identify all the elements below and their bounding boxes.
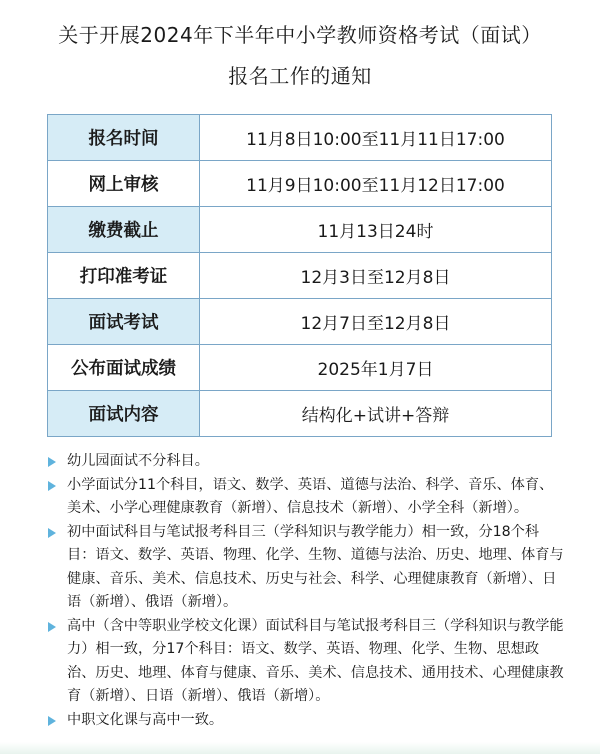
row-label: 网上审核 bbox=[48, 161, 200, 207]
row-label: 面试内容 bbox=[48, 391, 200, 437]
table-row bbox=[48, 299, 552, 345]
row-label: 报名时间 bbox=[48, 115, 200, 161]
list-item bbox=[46, 709, 566, 733]
row-value: 11月9日10:00至11月12日17:00 bbox=[200, 161, 552, 207]
list-item bbox=[46, 521, 566, 615]
note-text: 小学面试分11个科目，语文、数学、英语、道德与法治、科学、音乐、体育、美术、小学心理健康教育（新增）、信息技术（新增）、小学全科（新增）。 bbox=[67, 476, 554, 516]
triangle-right-icon bbox=[48, 457, 56, 467]
note-text: 幼儿园面试不分科目。 bbox=[67, 453, 209, 469]
row-value: 2025年1月7日 bbox=[200, 345, 552, 391]
row-label: 打印准考证 bbox=[48, 253, 200, 299]
list-item bbox=[46, 615, 566, 709]
row-value: 11月8日10:00至11月11日17:00 bbox=[200, 115, 552, 161]
note-text: 高中（含中等职业学校文化课）面试科目与笔试报考科目三（学科知识与教学能力）相一致，分17个科目：语文、数学、英语、物理、化学、生物、思想政治、历史、地理、体育与健康、音乐、美术、信息技术、通用技术、心理健康教育（新增）、日语（新增）、俄语（新增）。 bbox=[67, 617, 564, 704]
table-row bbox=[48, 253, 552, 299]
row-label: 缴费截止 bbox=[48, 207, 200, 253]
row-label: 公布面试成绩 bbox=[48, 345, 200, 391]
table-row bbox=[48, 161, 552, 207]
bottom-decoration bbox=[0, 742, 600, 754]
table-row bbox=[48, 345, 552, 391]
table-row bbox=[48, 391, 552, 437]
table-row bbox=[48, 207, 552, 253]
notes-list bbox=[46, 450, 566, 732]
row-value: 12月7日至12月8日 bbox=[200, 299, 552, 345]
table-row bbox=[48, 115, 552, 161]
triangle-right-icon bbox=[48, 622, 56, 632]
list-item bbox=[46, 474, 566, 521]
page-subtitle: 报名工作的通知 bbox=[228, 64, 372, 88]
triangle-right-icon bbox=[48, 528, 56, 538]
row-label: 面试考试 bbox=[48, 299, 200, 345]
row-value: 结构化+试讲+答辩 bbox=[200, 391, 552, 437]
note-text: 初中面试科目与笔试报考科目三（学科知识与教学能力）相一致，分18个科目：语文、数学、英语、物理、化学、生物、道德与法治、历史、地理、体育与健康、音乐、美术、信息技术、历史与社会、科学、心理健康教育（新增）、日语（新增）、俄语（新增）。 bbox=[67, 523, 564, 610]
triangle-right-icon bbox=[48, 716, 56, 726]
page-title: 关于开展2024年下半年中小学教师资格考试（面试） bbox=[58, 23, 542, 47]
schedule-table bbox=[47, 114, 552, 437]
note-text: 中职文化课与高中一致。 bbox=[67, 711, 224, 728]
row-value: 12月3日至12月8日 bbox=[200, 253, 552, 299]
row-value: 11月13日24时 bbox=[200, 207, 552, 253]
list-item bbox=[46, 450, 566, 474]
triangle-right-icon bbox=[48, 481, 56, 491]
